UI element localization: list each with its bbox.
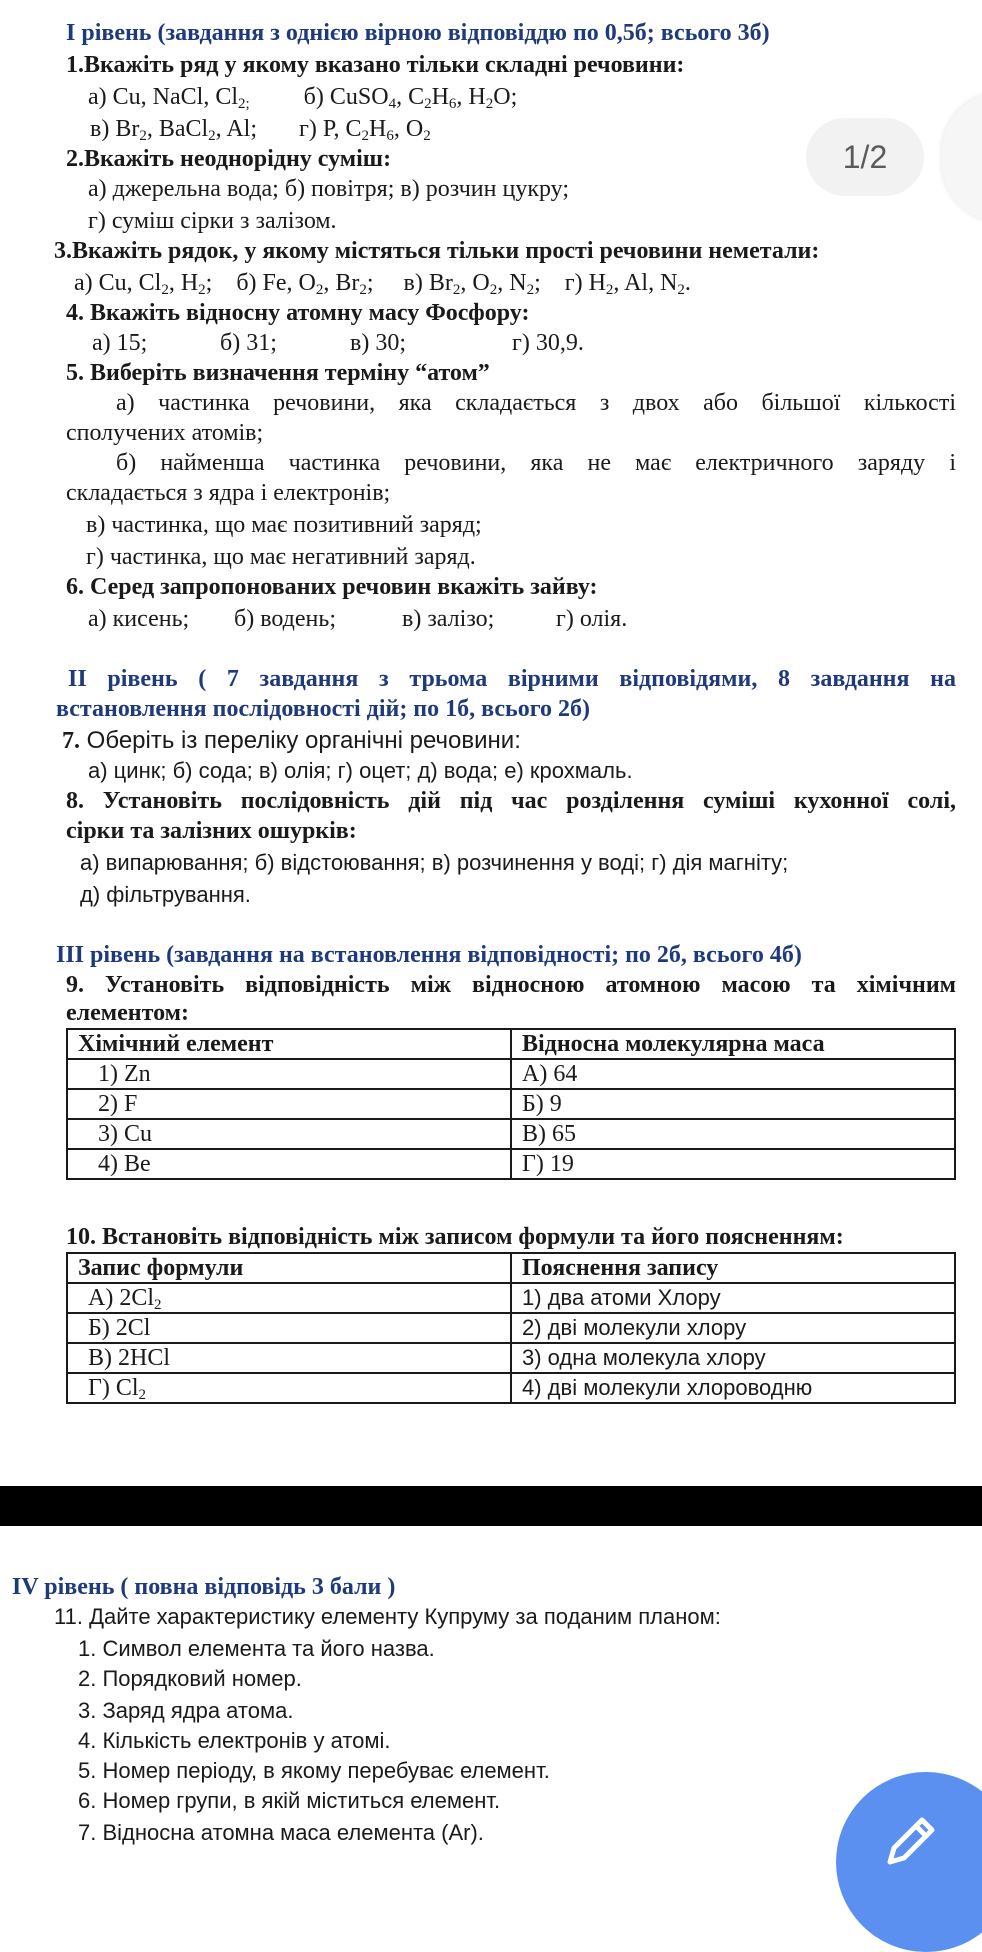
q9-cell-left: 4) Be bbox=[67, 1149, 511, 1179]
table-row bbox=[67, 1059, 955, 1089]
q10-cell-left: А) $2Cl_2$ bbox=[67, 1283, 511, 1313]
q4-title: 4. Вкажіть відносну атомну масу Фосфору: bbox=[66, 300, 530, 326]
q5-title: 5. Виберіть визначення терміну “атом” bbox=[66, 360, 490, 386]
table-row bbox=[67, 1313, 955, 1343]
level3-heading: ІІІ рівень (завдання на встановлення відповідності; по 2б, всього 4б) bbox=[56, 942, 802, 968]
level4-heading: IV рівень ( повна відповідь 3 бали ) bbox=[12, 1574, 396, 1600]
table-row bbox=[67, 1119, 955, 1149]
q11-title: 11. Дайте характеристику елементу Купруму за поданим планом: bbox=[54, 1604, 721, 1629]
q8-title-line2: сірки та залізних ошурків: bbox=[66, 818, 357, 844]
list-item: 2. Порядковий номер. bbox=[78, 1666, 302, 1691]
q10-table bbox=[66, 1252, 956, 1404]
q9-table bbox=[66, 1028, 956, 1180]
edit-button[interactable] bbox=[836, 1772, 982, 1952]
q9-cell-left: 1) Zn bbox=[67, 1059, 511, 1089]
level1-heading: І рівень (завдання з однією вірною відповіддю по 0,5б; всього 3б) bbox=[66, 20, 770, 46]
q10-cell-left: В) 2HCl bbox=[67, 1343, 511, 1373]
q5-option-c: в) частинка, що має позитивний заряд; bbox=[86, 512, 482, 538]
table-row bbox=[67, 1283, 955, 1313]
page-indicator: 1/2 bbox=[806, 118, 924, 196]
q10-cell-left: Г) $Cl_2$ bbox=[67, 1373, 511, 1403]
list-item: 7. Відносна атомна маса елемента (Ar). bbox=[78, 1820, 484, 1845]
list-item: 3. Заряд ядра атома. bbox=[78, 1698, 294, 1723]
q9-cell-right: А) 64 bbox=[511, 1059, 955, 1089]
q7-title-text: Оберіть із переліку органічні речовини: bbox=[80, 727, 521, 754]
q10-cell-left: Б) 2Cl bbox=[67, 1313, 511, 1343]
q10-title: 10. Встановіть відповідність між записом формули та його поясненням: bbox=[66, 1224, 844, 1250]
q1-options-row2: в) $Br_2$, BaCl$_2$, Al; г) P, $C_2H_6$, $O_2$ bbox=[90, 116, 431, 144]
q5-option-b-line2: складається з ядра і електронів; bbox=[66, 480, 391, 506]
q4-option-d: г) 30,9. bbox=[512, 330, 584, 356]
q4-option-b: б) 31; bbox=[220, 330, 277, 356]
q9-table-header bbox=[67, 1029, 955, 1059]
q6-option-a: а) кисень; bbox=[88, 606, 190, 632]
q6-title: 6. Серед запропонованих речовин вкажіть зайву: bbox=[66, 574, 598, 600]
q10-cell-right: 3) одна молекула хлору bbox=[511, 1343, 955, 1373]
q10-cell-right: 1) два атоми Хлору bbox=[511, 1283, 955, 1313]
q9-cell-left: 2) F bbox=[67, 1089, 511, 1119]
level2-heading-line2: встановлення послідовності дій; по 1б, всього 2б) bbox=[56, 696, 591, 722]
q9-header-element: Хімічний елемент bbox=[67, 1029, 511, 1059]
q6-option-b: б) водень; bbox=[234, 606, 336, 632]
page-separator bbox=[0, 1486, 982, 1526]
table-row bbox=[67, 1089, 955, 1119]
q5-option-b-line1: б) найменша частинка речовини, яка не має електричного заряду і bbox=[116, 450, 956, 476]
list-item: 6. Номер групи, в якій міститься елемент. bbox=[78, 1788, 501, 1813]
q8-title-line1: 8. Установіть послідовність дій під час розділення суміші кухонної солі, bbox=[66, 788, 956, 814]
list-item: 5. Номер періоду, в якому перебуває елемент. bbox=[78, 1758, 550, 1783]
q1-title: 1.Вкажіть ряд у якому вказано тільки складні речовини: bbox=[66, 52, 685, 78]
level2-heading-line1: ІІ рівень ( 7 завдання з трьома вірними відповідями, 8 завдання на bbox=[68, 666, 956, 692]
q10-header-formula: Запис формули bbox=[67, 1253, 511, 1283]
q5-option-d: г) частинка, що має негативний заряд. bbox=[86, 544, 476, 570]
q8-options-line1: а) випарювання; б) відстоювання; в) розчинення у воді; г) дія магніту; bbox=[80, 850, 789, 875]
table-row bbox=[67, 1149, 955, 1179]
q9-header-mass: Відносна молекулярна маса bbox=[511, 1029, 955, 1059]
q2-title: 2.Вкажіть неоднорідну суміш: bbox=[66, 146, 392, 172]
list-item: 4. Кількість електронів у атомі. bbox=[78, 1728, 391, 1753]
q7-options: а) цинк; б) сода; в) олія; г) оцет; д) вода; е) крохмаль. bbox=[88, 758, 633, 783]
q10-cell-right: 4) дві молекули хлороводню bbox=[511, 1373, 955, 1403]
q10-cell-right: 2) дві молекули хлору bbox=[511, 1313, 955, 1343]
q4-option-c: в) 30; bbox=[350, 330, 406, 356]
q9-cell-right: Г) 19 bbox=[511, 1149, 955, 1179]
list-item: 1. Символ елемента та його назва. bbox=[78, 1636, 435, 1661]
q3-title: 3.Вкажіть рядок, у якому містяться тільки прості речовини неметали: bbox=[54, 238, 820, 264]
q7-title bbox=[62, 726, 521, 756]
q10-table-header bbox=[67, 1253, 955, 1283]
q2-options-row2: г) суміш сірки з залізом. bbox=[88, 208, 337, 234]
q9-cell-right: В) 65 bbox=[511, 1119, 955, 1149]
q3-options: а) Cu, $Cl_2$, $H_2$; б) Fe, $O_2$, $Br_2$; в) $Br_2$, $O_2$, $N_2$; г) $H_2$, Al, $N_2$. bbox=[74, 270, 691, 298]
q1-options-row1: а) Cu, NaCl, $Cl_{2;}$ б) CuSO$_4$, $C_2H_6$, $H_2O$; bbox=[88, 84, 518, 112]
q9-title-line1: 9. Установіть відповідність між відносною атомною масою та хімічним bbox=[66, 972, 956, 998]
q7-number: 7. bbox=[62, 728, 80, 754]
q8-options-line2: д) фільтрування. bbox=[80, 882, 251, 907]
q4-option-a: а) 15; bbox=[92, 330, 148, 356]
q9-cell-right: Б) 9 bbox=[511, 1089, 955, 1119]
q10-header-explanation: Пояснення запису bbox=[511, 1253, 955, 1283]
q6-option-c: в) залізо; bbox=[402, 606, 495, 632]
q9-cell-left: 3) Cu bbox=[67, 1119, 511, 1149]
table-row bbox=[67, 1343, 955, 1373]
pencil-icon bbox=[882, 1810, 942, 1870]
table-row bbox=[67, 1373, 955, 1403]
q5-option-a-line2: сполучених атомів; bbox=[66, 420, 264, 446]
q2-options-row1: а) джерельна вода; б) повітря; в) розчин цукру; bbox=[88, 176, 570, 202]
next-page-peek[interactable] bbox=[942, 92, 982, 222]
q9-title-line2: елементом: bbox=[66, 1000, 189, 1026]
q5-option-a-line1: а) частинка речовини, яка складається з двох або більшої кількості bbox=[116, 390, 956, 416]
q6-option-d: г) олія. bbox=[556, 606, 628, 632]
